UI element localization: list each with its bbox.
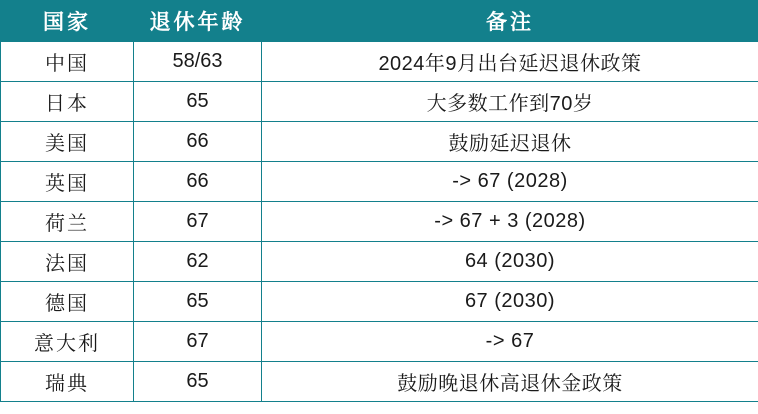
cell-country: 德国	[1, 282, 134, 322]
cell-retirement-age: 65	[134, 282, 262, 322]
cell-retirement-age: 66	[134, 122, 262, 162]
cell-retirement-age: 67	[134, 322, 262, 362]
table-row	[1, 82, 758, 122]
table-row	[1, 162, 758, 202]
table-row	[1, 242, 758, 282]
cell-country: 意大利	[1, 322, 134, 362]
cell-note: -> 67 (2028)	[262, 162, 758, 202]
cell-retirement-age: 67	[134, 202, 262, 242]
cell-note: 2024年9月出台延迟退休政策	[262, 42, 758, 82]
cell-country: 美国	[1, 122, 134, 162]
cell-country: 英国	[1, 162, 134, 202]
cell-retirement-age: 58/63	[134, 42, 262, 82]
table-body	[1, 42, 758, 402]
cell-retirement-age: 62	[134, 242, 262, 282]
cell-retirement-age: 65	[134, 362, 262, 402]
table-row	[1, 362, 758, 402]
cell-note: 64 (2030)	[262, 242, 758, 282]
table-row	[1, 322, 758, 362]
cell-retirement-age: 65	[134, 82, 262, 122]
cell-retirement-age: 66	[134, 162, 262, 202]
table-header-row	[1, 1, 758, 42]
cell-country: 瑞典	[1, 362, 134, 402]
table-row	[1, 202, 758, 242]
cell-note: 鼓励延迟退休	[262, 122, 758, 162]
table-header	[1, 1, 758, 42]
cell-note: 大多数工作到70岁	[262, 82, 758, 122]
cell-country: 法国	[1, 242, 134, 282]
column-header-notes: 备注	[262, 1, 758, 42]
cell-country: 中国	[1, 42, 134, 82]
cell-note: -> 67 + 3 (2028)	[262, 202, 758, 242]
cell-note: -> 67	[262, 322, 758, 362]
table-row	[1, 282, 758, 322]
cell-country: 日本	[1, 82, 134, 122]
cell-note: 67 (2030)	[262, 282, 758, 322]
cell-country: 荷兰	[1, 202, 134, 242]
column-header-country: 国家	[1, 1, 134, 42]
cell-note: 鼓励晚退休高退休金政策	[262, 362, 758, 402]
table-row	[1, 122, 758, 162]
column-header-retirement-age: 退休年龄	[134, 1, 262, 42]
table-row	[1, 42, 758, 82]
